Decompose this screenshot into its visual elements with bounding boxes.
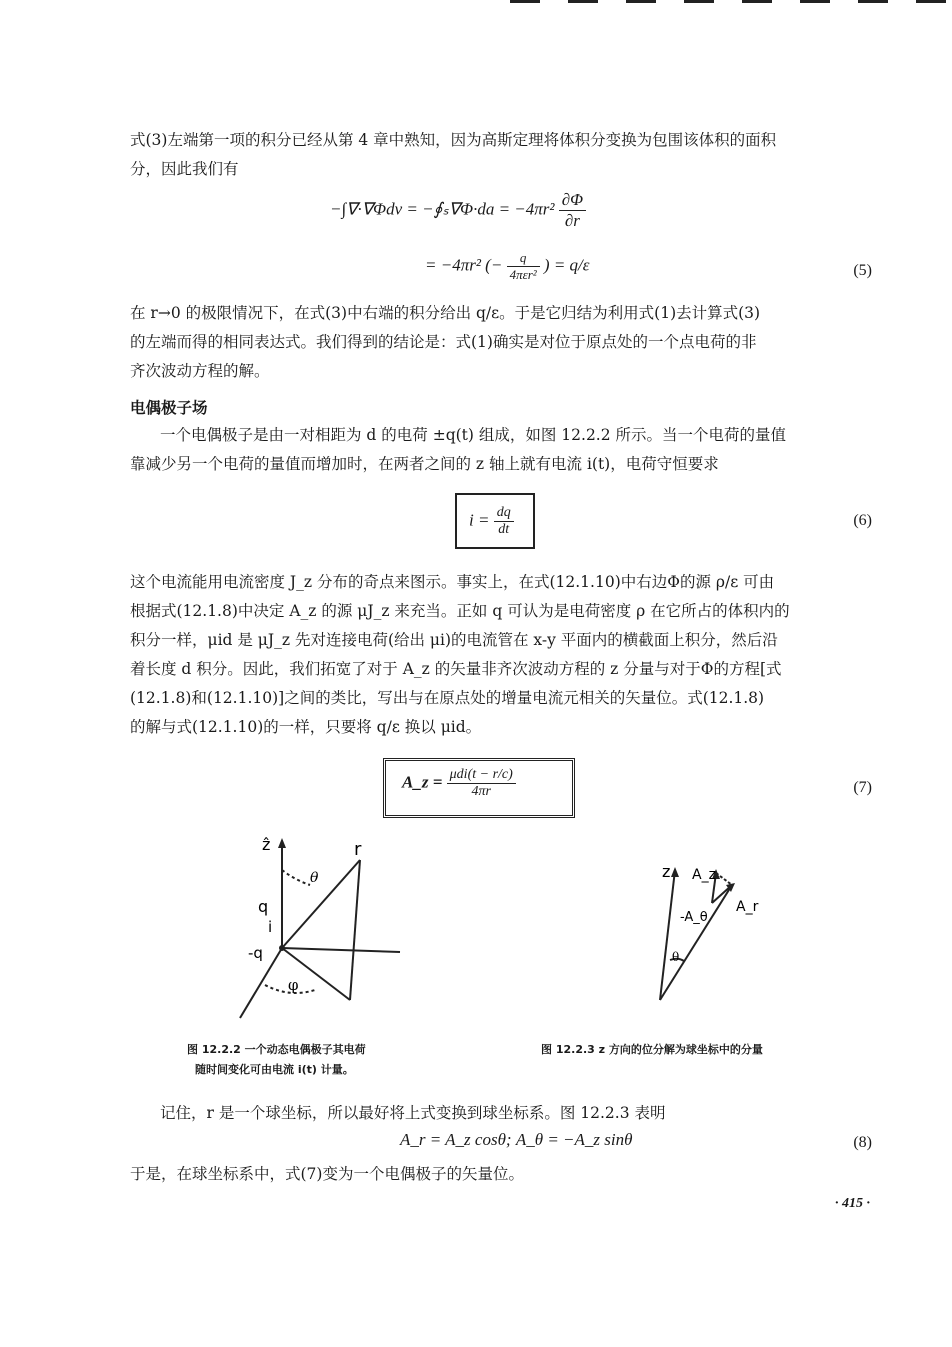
equation-number: (8) [853,1134,872,1151]
eq-fraction [559,190,586,231]
fraction-denominator: ∂r [564,211,580,230]
label-phi: φ [288,976,299,994]
label-Atheta: -A_θ [680,910,708,925]
label-z: z [662,862,671,881]
label-minus-q: -q [248,944,263,962]
text-line: 记住，r 是一个球坐标，所以最好将上式变换到球坐标系。图 12.2.3 表明 [160,1104,666,1122]
text-line: 靠减少另一个电荷的量值而增加时，在两者之间的 z 轴上就有电流 i(t)，电荷守恒要求 [130,455,719,473]
text-line: 式(3)左端第一项的积分已经从第 4 章中熟知，因为高斯定理将体积分变换为包围该体积的面积 [130,131,777,149]
header-rule [858,0,888,3]
header-rule [568,0,598,3]
text-line: 于是，在球坐标系中，式(7)变为一个电偶极子的矢量位。 [130,1165,524,1183]
header-rule [626,0,656,3]
header-rule [800,0,830,3]
equation-number: (7) [853,779,872,796]
figure-decomposition [640,855,770,1015]
text-line: 着长度 d 积分。因此，我们拓宽了对于 A_z 的矢量非齐次波动方程的 z 分量与对于Φ的方程[式 [130,660,782,678]
page-number: · 415 · [835,1196,870,1211]
header-rule [510,0,540,3]
text-line: 这个电流能用电流密度 J_z 分布的奇点来图示。事实上，在式(12.1.10)中右边Φ的源 ρ/ε 可由 [130,573,775,591]
paragraph-2 [130,299,875,386]
label-theta: θ [310,870,319,886]
radius-line [282,860,360,948]
equation-7 [402,767,516,800]
figure-dipole [220,830,410,1030]
fraction-denominator: 4πr [471,784,491,799]
eq-fraction [507,250,540,283]
fraction-numerator: μdi(t − r/c) [447,767,516,784]
equation-6-box [455,493,535,549]
z-arrow-icon [671,867,679,877]
paragraph-5 [130,1099,875,1128]
text-line: 根据式(12.1.8)中决定 A_z 的源 μJ_z 来充当。正如 q 可认为是电荷密度 ρ 在它所占的体积内的 [130,602,790,620]
paragraph-3 [130,421,875,479]
label-i: i [268,918,273,936]
z-arrow-icon [278,838,286,848]
equation-7-box [383,758,575,818]
label-q: q [258,897,269,916]
fraction-numerator: q [507,250,540,267]
paragraph-1 [130,126,875,184]
header-rule [742,0,772,3]
label-theta: θ [672,950,680,964]
label-Az: A_z [692,867,716,883]
eq-text: = −4πr² (− [425,255,503,275]
caption-line: 随时间变化可由电流 i(t) 计量。 [195,1063,354,1076]
eq-text: −∫∇·∇Φdv = −∮ₛ∇Φ·da = −4πr² [330,199,555,219]
equation-5-line-1 [330,190,586,231]
equation-6 [469,505,514,538]
text-line: 在 r→0 的极限情况下，在式(3)中右端的积分给出 q/ε。于是它归结为利用式(1)去计算式(3) [130,304,761,322]
text-line: 的解与式(12.1.10)的一样，只要将 q/ε 换以 μid。 [130,718,482,736]
figure-caption-1 [187,1040,366,1080]
paragraph-6 [130,1160,875,1189]
section-heading: 电偶极子场 [130,399,208,417]
fraction-numerator: dq [494,505,514,522]
equation-8: A_r = A_z cosθ; A_θ = −A_z sinθ [400,1130,633,1149]
text-line: (12.1.8)和(12.1.10)]之间的类比，写出与在原点处的增量电流元相关的矢量位。式(12.1.8) [130,689,765,707]
theta-arc [282,870,310,885]
horizontal-line [282,948,400,952]
header-rule [916,0,946,3]
header-rule [684,0,714,3]
eq-text: ) = q/ε [543,255,590,275]
eq-fraction [447,767,516,800]
equation-number: (6) [853,512,872,529]
fraction-denominator: dt [498,522,510,537]
figure-caption-2: 图 12.2.3 z 方向的位分解为球坐标中的分量 [541,1043,763,1056]
text-line: 齐次波动方程的解。 [130,362,270,380]
equation-number: (5) [853,262,872,279]
fraction-denominator: 4πεr² [509,267,537,282]
eq-fraction [494,505,514,538]
eq-text: A_z = [402,772,443,792]
projection-line [350,860,360,1000]
text-line: 一个电偶极子是由一对相距为 d 的电荷 ±q(t) 组成，如图 12.2.2 所示。当一个电荷的量值 [160,426,787,444]
fraction-numerator: ∂Φ [559,190,586,211]
label-r: r [354,839,362,860]
origin-dot [279,945,285,951]
caption-line: 图 12.2.2 一个动态电偶极子其电荷 [187,1043,366,1056]
eq-text: i = [469,510,490,530]
text-line: 的左端而得的相同表达式。我们得到的结论是：式(1)确实是对位于原点处的一个点电荷的非 [130,333,757,351]
label-Ar: A_r [736,899,759,915]
paragraph-4 [130,568,875,742]
label-z: ẑ [262,835,271,854]
equation-5-line-2 [425,250,589,283]
text-line: 积分一样，μid 是 μJ_z 先对连接电荷(给出 μi)的电流管在 x-y 平面内的横截面上积分，然后沿 [130,631,778,649]
text-line: 分，因此我们有 [130,160,239,178]
